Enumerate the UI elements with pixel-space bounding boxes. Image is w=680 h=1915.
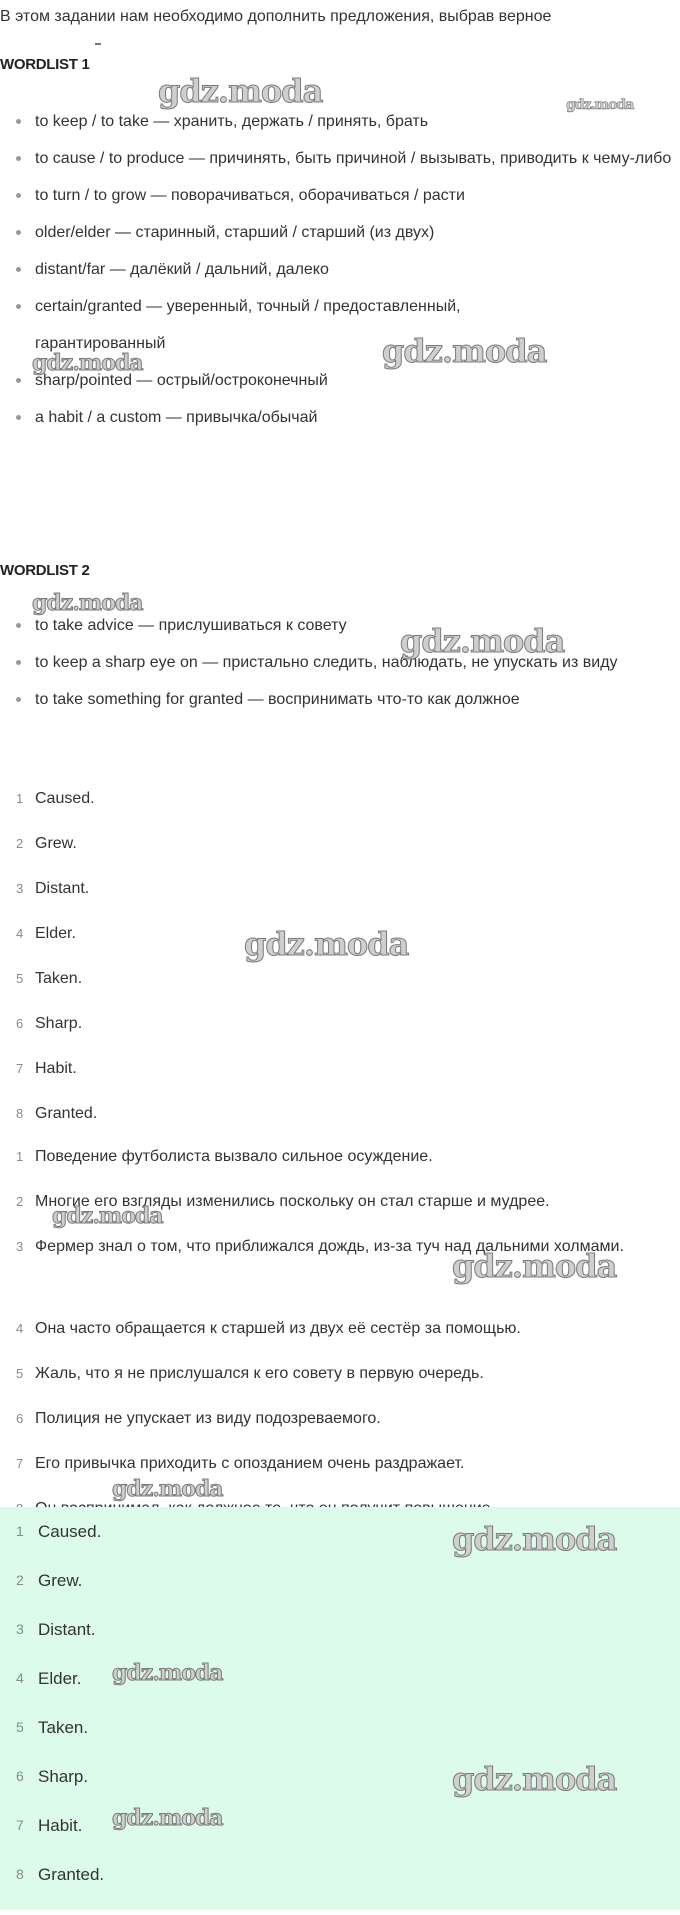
item-number: 5 <box>16 1719 24 1735</box>
item-number: 7 <box>16 1456 24 1471</box>
item-number: 8 <box>16 1866 24 1882</box>
item-text: Полиция не упускает из виду подозреваемого. <box>35 1410 381 1427</box>
list-item <box>0 1654 680 1703</box>
item-text: Taken. <box>38 1718 89 1737</box>
wordlist-1-title: WORDLIST 1 <box>0 56 90 73</box>
list-item <box>0 780 680 825</box>
list-item <box>0 1703 680 1752</box>
list-item: to turn / to grow — поворачиваться, оборачиваться / расти <box>0 177 680 214</box>
item-text: Elder. <box>35 925 76 942</box>
watermark: gdz.moda <box>32 590 143 616</box>
list-item: a habit / a custom — привычка/обычай <box>0 399 680 436</box>
item-text: Granted. <box>38 1865 105 1884</box>
item-number: 2 <box>16 1572 24 1588</box>
item-number: 3 <box>16 1239 24 1254</box>
watermark: gdz.moda <box>452 1760 617 1798</box>
list-item <box>0 1605 680 1654</box>
list-item: distant/far — далёкий / дальний, далеко <box>0 251 680 288</box>
watermark: gdz.moda <box>112 1660 223 1686</box>
list-item <box>0 644 680 681</box>
item-text: Elder. <box>38 1669 82 1688</box>
watermark: gdz.moda <box>382 332 547 370</box>
wordlist-2 <box>0 607 680 718</box>
intro-text: В этом задании нам необходимо дополнить предложения, выбрав верное <box>0 8 552 25</box>
item-number: 6 <box>16 1016 24 1031</box>
item-text: Granted. <box>35 1105 98 1122</box>
answer-box-list <box>0 1507 680 1899</box>
list-item <box>0 1400 680 1445</box>
item-number: 5 <box>16 971 24 986</box>
item-text: Habit. <box>35 1060 77 1077</box>
list-item-text: certain/granted — уверенный, точный / предоставленный, гарантированный <box>35 298 461 352</box>
wordlist-2-title: WORDLIST 2 <box>0 562 90 579</box>
item-number: 1 <box>16 1149 24 1164</box>
watermark: gdz.moda <box>452 1247 617 1285</box>
item-number: 3 <box>16 881 24 896</box>
clipped-text-line <box>55 42 455 46</box>
watermark: gdz.moda <box>112 1476 223 1502</box>
list-item <box>0 1310 680 1355</box>
list-item <box>0 960 680 1005</box>
item-text: Grew. <box>35 835 77 852</box>
item-text: Sharp. <box>38 1767 89 1786</box>
list-item: to take something for granted — воспринимать что-то как должное <box>0 681 680 718</box>
item-number: 4 <box>16 1670 24 1686</box>
item-number: 7 <box>16 1817 24 1833</box>
list-item <box>0 1050 680 1095</box>
wordlist-1 <box>0 103 680 436</box>
item-number: 7 <box>16 1061 24 1076</box>
item-text: Многие его взгляды изменились поскольку он стал старше и мудрее. <box>35 1193 550 1210</box>
list-item: to keep / to take — хранить, держать / принять, брать <box>0 103 680 140</box>
item-text: Жаль, что я не прислушался к его совету в первую очередь. <box>35 1365 484 1382</box>
list-item-text: to cause / to produce — причинять, быть причиной / вызывать, приводить к чему-либо <box>35 150 672 167</box>
item-text: Его привычка приходить с опозданием очень раздражает. <box>35 1455 465 1472</box>
list-item <box>0 140 680 177</box>
watermark: gdz.moda <box>452 1520 617 1558</box>
item-number: 8 <box>16 1106 24 1121</box>
item-number: 5 <box>16 1366 24 1381</box>
item-number: 1 <box>16 1523 24 1539</box>
list-item: older/elder — старинный, старший / старший (из двух) <box>0 214 680 251</box>
list-item <box>0 1556 680 1605</box>
list-item <box>0 870 680 915</box>
watermark: gdz.moda <box>566 97 634 113</box>
watermark: gdz.moda <box>158 72 323 110</box>
list-item: sharp/pointed — острый/остроконечный <box>0 362 680 399</box>
watermark: gdz.moda <box>400 622 565 660</box>
list-item <box>0 1355 680 1400</box>
list-item <box>0 825 680 870</box>
list-item <box>0 1095 680 1132</box>
item-number: 2 <box>16 1194 24 1209</box>
item-number: 1 <box>16 791 24 806</box>
item-text: Она часто обращается к старшей из двух её сестёр за помощью. <box>35 1320 521 1337</box>
item-text: Sharp. <box>35 1015 83 1032</box>
answer-box <box>0 1507 680 1910</box>
item-text: Caused. <box>35 790 95 807</box>
item-text: Grew. <box>38 1571 83 1590</box>
watermark: gdz.moda <box>32 350 143 376</box>
item-text: Distant. <box>35 880 90 897</box>
item-text: Фермер знал о том, что приближался дождь, из-за туч над дальними холмами. <box>35 1238 624 1255</box>
watermark: gdz.moda <box>112 1805 223 1831</box>
item-number: 4 <box>16 926 24 941</box>
list-item: to take advice — прислушиваться к совету <box>0 607 680 644</box>
translations-list <box>0 1138 680 1527</box>
item-number: 6 <box>16 1768 24 1784</box>
item-number: 2 <box>16 836 24 851</box>
item-text: Поведение футболиста вызвало сильное осуждение. <box>35 1148 433 1165</box>
watermark: gdz.moda <box>52 1203 163 1229</box>
watermark: gdz.moda <box>244 925 409 963</box>
item-number: 6 <box>16 1411 24 1426</box>
list-item <box>0 1445 680 1490</box>
item-text: Distant. <box>38 1620 96 1639</box>
list-item <box>0 1801 680 1850</box>
item-number: 4 <box>16 1321 24 1336</box>
list-item <box>0 1850 680 1899</box>
list-item <box>0 1138 680 1183</box>
item-text: Caused. <box>38 1522 102 1541</box>
list-item <box>0 1005 680 1050</box>
item-text: Habit. <box>38 1816 83 1835</box>
list-item-text: to keep a sharp eye on — пристально следить, наблюдать, не упускать из виду <box>35 654 618 671</box>
item-text: Taken. <box>35 970 83 987</box>
item-number: 3 <box>16 1621 24 1637</box>
